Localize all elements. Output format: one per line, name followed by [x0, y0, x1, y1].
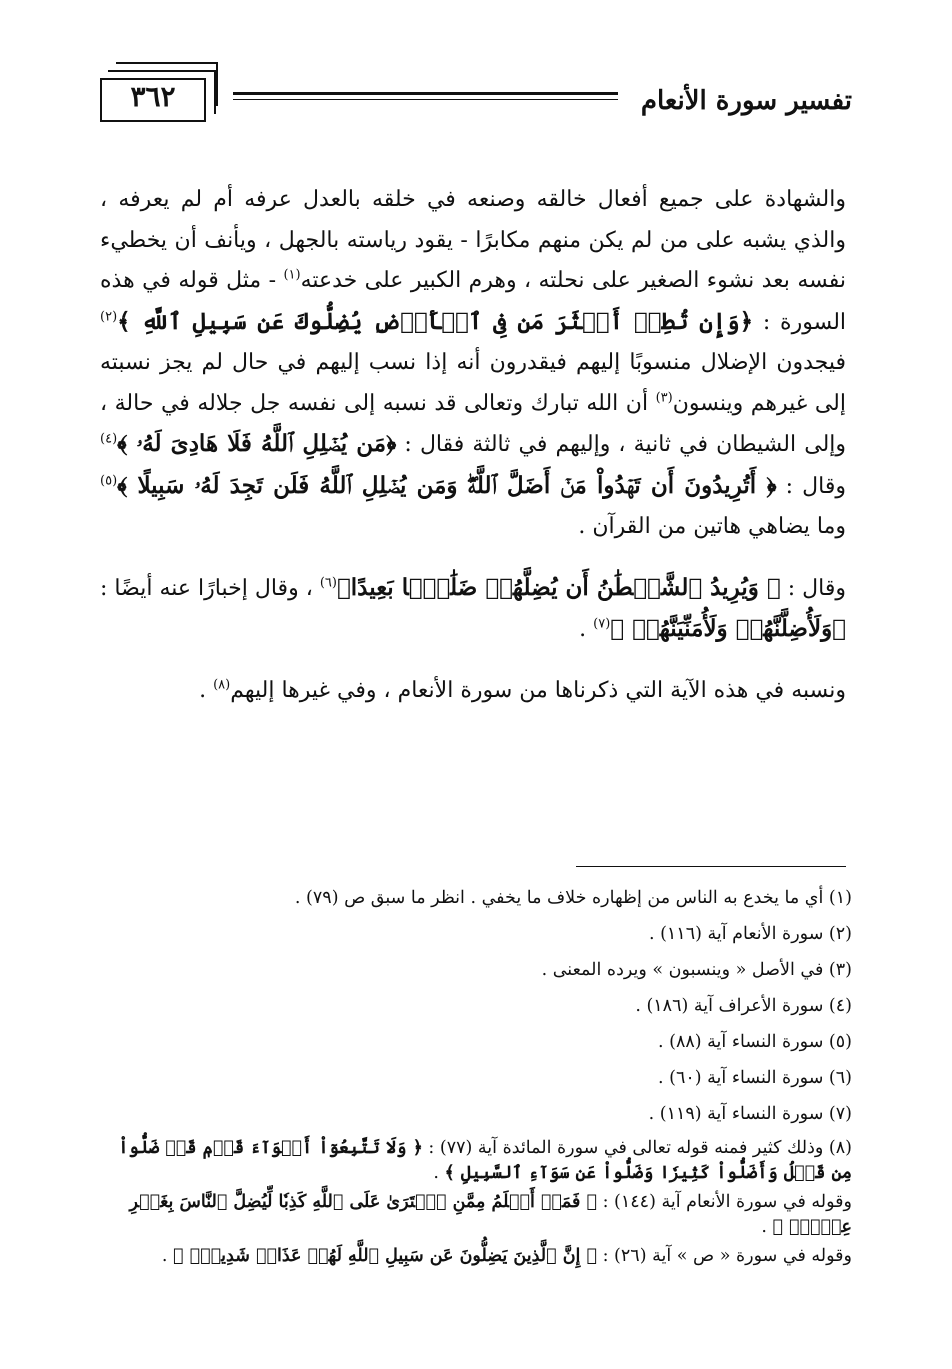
quran-verse: ﴿ أَتُرِيدُونَ أَن تَهۡدُواْ مَنۡ أَضَلَّ ٱللَّهُۖ وَمَن يُضۡلِلِ ٱللَّهُ فَلَن تَجِدَ لَهُۥ سَبِيلًا ﴾ — [117, 471, 777, 499]
text-run: فيجدون الإضلال منسوبًا إليهم فيقدرون أنه إذا نسب إليهم في حال لم يجز نسبته إلى غيرهم وينسون — [100, 350, 846, 416]
footnote-5: (٥) سورة النساء آية (٨٨) . — [658, 1032, 852, 1052]
text-run: وقوله في سورة الأنعام آية (١٤٤) : — [597, 1192, 852, 1212]
text-run: ، وقال إخبارًا عنه أيضًا : — [100, 575, 320, 601]
footnote-ref: (٧) — [593, 616, 611, 632]
footnote-8-cont-2 — [100, 1244, 852, 1269]
text-run: وقال : — [776, 473, 846, 499]
page-title: تفسير سورة الأنعام — [640, 86, 852, 116]
text-run: - مثل قوله في هذه السورة : — [100, 268, 847, 335]
text-run: وقوله في سورة « ص » آية (٢٦) : — [597, 1246, 852, 1266]
footnote-8 — [100, 1136, 852, 1186]
quran-verse: ﴿وَلَأُضِلَّنَّهُمۡ وَلَأُمَنِّيَنَّهُمۡ ﴾ — [610, 615, 846, 642]
footnote-ref: (٥) — [100, 473, 118, 489]
quran-verse: ﴿مَن يُضۡلِلِ ٱللَّهُ فَلَا هَادِىَ لَهُۥ ﴾ — [117, 430, 397, 457]
footnote-1: (١) أي ما يخدع به الناس من إظهاره خلاف ما يخفي . انظر ما سبق ص (٧٩) . — [294, 888, 852, 908]
footnote-ref: (٨) — [213, 677, 231, 693]
footnote-ref: (١) — [283, 267, 301, 283]
footnote-ref: (٢) — [100, 309, 118, 325]
footnote-ref: (٤) — [100, 431, 118, 447]
footnote-3: (٣) في الأصل « وينسبون » ويرده المعنى . — [541, 960, 852, 980]
text-run: . — [433, 1163, 445, 1183]
footnote-2: (٢) سورة الأنعام آية (١١٦) . — [648, 924, 852, 944]
header-rule — [233, 92, 618, 104]
quran-verse: ﴿ وَيُرِيدُ ٱلشَّيۡطَٰنُ أَن يُضِلَّهُمۡ ضَلَٰلَۢا بَعِيدًا﴾ — [336, 573, 781, 601]
paragraph-3 — [100, 671, 846, 712]
text-run: والشهادة على جميع أفعال خالقه وصنعه في خلقه بالعدل عرفه أم لم يعرفه ، والذي يشبه على من لم يكن منهم مكابرًا - يقود رياسته بالجهل ، ويأنف أن يخطيء نفسه بعد نشوء الصغير على نحلته ، وهرم الكبير على خدعته — [100, 187, 846, 293]
text-run: . — [761, 1217, 773, 1237]
footnotes — [100, 880, 852, 1269]
footnote-ref: (٣) — [655, 390, 673, 406]
footnote-6: (٦) سورة النساء آية (٦٠) . — [658, 1068, 852, 1088]
page-header — [100, 62, 852, 134]
text-run: (٨) وذلك كثير فمنه قوله تعالى في سورة المائدة آية (٧٧) : — [422, 1138, 852, 1158]
footnote-7: (٧) سورة النساء آية (١١٩) . — [648, 1104, 852, 1124]
text-run: . — [161, 1246, 174, 1266]
text-run: . — [579, 617, 594, 642]
quran-verse: ﴿ إِنَّ ٱلَّذِينَ يَضِلُّونَ عَن سَبِيلِ ٱللَّهِ لَهُمۡ عَذَابٞ شَدِيدُۢ ﴾ — [173, 1246, 598, 1266]
text-run: وقال : — [780, 575, 846, 601]
quran-verse: ﴿ فَمَنۡ أَظۡلَمُ مِمَّنِ ٱفۡتَرَىٰ عَلَى ٱللَّهِ كَذِبٗا لِّيُضِلَّ ٱلنَّاسَ بِغَيۡرِ عِلۡمٍۚ ﴾ — [129, 1192, 852, 1237]
page-number-frame — [100, 68, 218, 124]
footnote-8-cont-1 — [100, 1190, 852, 1240]
footnote-separator — [576, 866, 846, 867]
quran-verse: ﴿ وَلَا تَتَّبِعُوٓاْ أَهۡوَآءَ قَوۡمٖ قَدۡ ضَلُّواْ مِن قَبۡلُ وَأَضَلُّواْ كَثِيرٗا وَضَلُّواْ عَن سَوَآءِ ٱلسَّبِيلِ ﴾ — [118, 1138, 852, 1183]
main-text — [100, 180, 846, 711]
footnote-4: (٤) سورة الأعراف آية (١٨٦) . — [635, 996, 852, 1016]
page-number: ٣٦٢ — [130, 80, 176, 113]
footnote-ref: (٦) — [319, 575, 337, 591]
quran-verse: ﴿وَإِن تُطِعۡ أَكۡثَرَ مَن فِى ٱلۡأَرۡضِ يُضِلُّوكَ عَن سَبِيلِ ٱللَّهِ ﴾ — [117, 307, 754, 335]
text-run: وما يضاهي هاتين من القرآن . — [578, 514, 846, 539]
text-run: أن الله تبارك وتعالى قد نسبه إلى نفسه جل جلاله في حالة ، وإلى الشيطان في ثانية ، وإليهم في ثالثة فقال : — [100, 390, 847, 457]
text-run: ونسبه في هذه الآية التي ذكرناها من سورة الأنعام ، وفي غيرها إليهم — [230, 677, 846, 703]
paragraph-2 — [100, 568, 846, 651]
text-run: . — [199, 677, 214, 703]
paragraph-1 — [100, 180, 846, 548]
